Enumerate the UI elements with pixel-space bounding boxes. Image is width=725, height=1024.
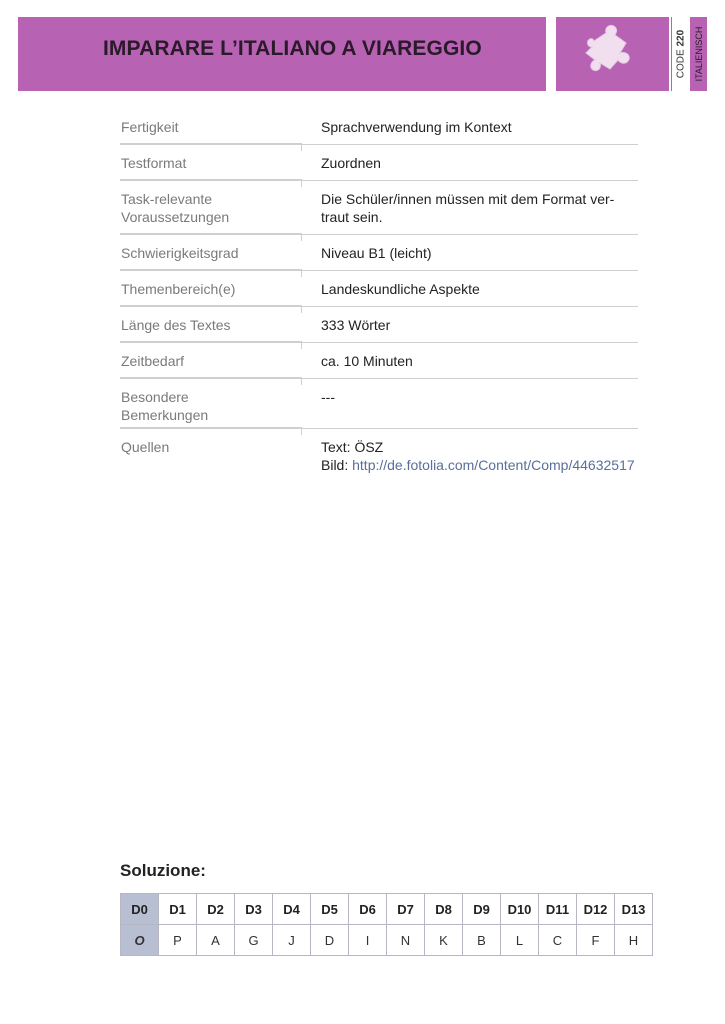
- meta-value: [321, 437, 638, 474]
- puzzle-piece-icon: [580, 23, 644, 85]
- puzzle-banner: [556, 17, 669, 91]
- table-cell: H: [615, 925, 653, 956]
- language-label: ITALIENISCH: [693, 26, 704, 82]
- meta-row: [120, 379, 638, 429]
- table-header-cell: D2: [197, 894, 235, 925]
- table-header-cell: D7: [387, 894, 425, 925]
- meta-label: Themenbereich(e): [121, 281, 236, 297]
- language-strip: [690, 17, 707, 91]
- meta-row-sources: [120, 429, 638, 482]
- meta-label: Schwierigkeitsgrad: [121, 245, 239, 261]
- table-cell: K: [425, 925, 463, 956]
- table-cell: L: [501, 925, 539, 956]
- solution-title: Soluzione:: [120, 861, 206, 880]
- table-header-cell: D11: [539, 894, 577, 925]
- source-image: Bild: http://de.fotolia.com/Content/Comp/44632517: [321, 457, 635, 473]
- meta-row: [120, 343, 638, 379]
- solution-header-row: [121, 894, 653, 925]
- meta-label: Länge des Textes: [121, 317, 231, 333]
- solution-answer-row: [121, 925, 653, 956]
- table-cell: G: [235, 925, 273, 956]
- table-header-cell: D8: [425, 894, 463, 925]
- table-header-cell: D9: [463, 894, 501, 925]
- meta-row: [120, 145, 638, 181]
- table-header-cell: D10: [501, 894, 539, 925]
- code-strip: [671, 17, 691, 91]
- table-header-cell: D5: [311, 894, 349, 925]
- table-cell: I: [349, 925, 387, 956]
- meta-label: Testformat: [121, 155, 187, 171]
- table-cell: D: [311, 925, 349, 956]
- source-text: Text: ÖSZ: [321, 439, 384, 455]
- table-header-cell: D0: [121, 894, 159, 925]
- table-cell: J: [273, 925, 311, 956]
- meta-label: Zeitbedarf: [121, 353, 185, 369]
- meta-label: Fertigkeit: [121, 119, 179, 135]
- meta-row: [120, 271, 638, 307]
- table-header-cell: D13: [615, 894, 653, 925]
- task-metadata: [120, 109, 638, 482]
- solution-table: [120, 893, 653, 956]
- meta-value: Niveau B1 (leicht): [321, 245, 432, 261]
- table-header-cell: D3: [235, 894, 273, 925]
- meta-value: Landeskundliche Aspekte: [321, 281, 480, 297]
- meta-row: [120, 307, 638, 343]
- table-cell: N: [387, 925, 425, 956]
- source-image-link[interactable]: http://de.fotolia.com/Content/Comp/44632517: [352, 457, 635, 473]
- meta-row: [120, 181, 638, 235]
- meta-value: Die Schüler/innen müssen mit dem Format ver- traut sein.: [321, 191, 615, 225]
- table-header-cell: D12: [577, 894, 615, 925]
- table-cell: F: [577, 925, 615, 956]
- meta-value: Sprachverwendung im Kontext: [321, 119, 512, 135]
- meta-row: [120, 235, 638, 271]
- meta-value: 333 Wörter: [321, 317, 391, 333]
- table-cell: A: [197, 925, 235, 956]
- table-header-cell: D1: [159, 894, 197, 925]
- table-cell: B: [463, 925, 501, 956]
- meta-label: Task-relevante Voraussetzungen: [121, 191, 230, 225]
- meta-value: ---: [321, 389, 335, 405]
- table-cell: O: [121, 925, 159, 956]
- table-header-cell: D6: [349, 894, 387, 925]
- page-title: IMPARARE L’ITALIANO A VIAREGGIO: [103, 37, 482, 60]
- meta-value: Zuordnen: [321, 155, 381, 171]
- meta-row: [120, 109, 638, 145]
- table-cell: P: [159, 925, 197, 956]
- code-label: CODE 220: [675, 29, 687, 79]
- meta-label: Quellen: [121, 439, 170, 455]
- table-header-cell: D4: [273, 894, 311, 925]
- table-cell: C: [539, 925, 577, 956]
- meta-label: Besondere Bemerkungen: [121, 389, 209, 423]
- meta-value: ca. 10 Minuten: [321, 353, 413, 369]
